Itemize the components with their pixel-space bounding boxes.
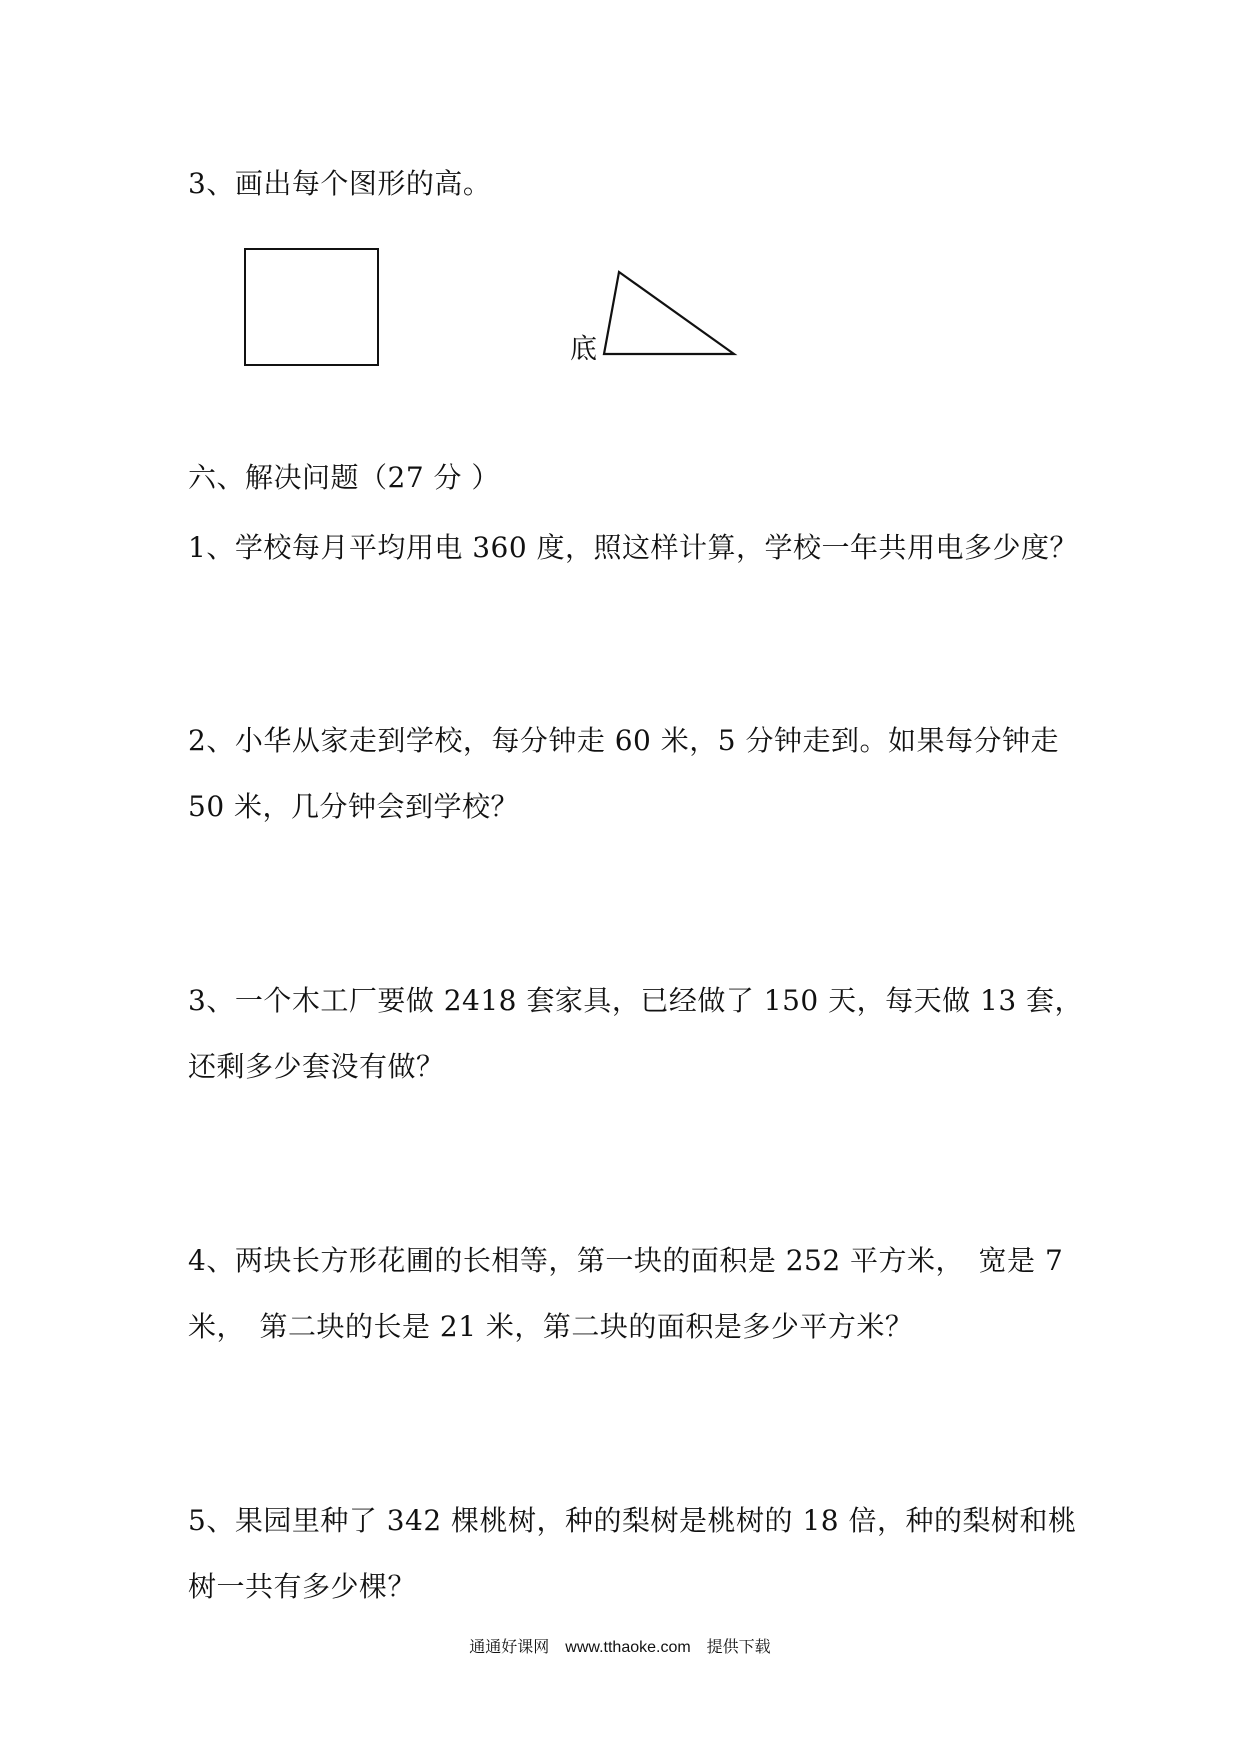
problem-5-line-1: 5、果园里种了 342 棵桃树，种的梨树是桃树的 18 倍，种的梨树和桃 [188,1504,1077,1537]
section-six-title: 六、解决问题（27 分 ） [188,461,500,494]
problem-2-line-1: 2、小华从家走到学校，每分钟走 60 米，5 分钟走到。如果每分钟走 [188,724,1059,757]
problem-4-line-1: 4、两块长方形花圃的长相等，第一块的面积是 252 平方米， 宽是 7 [188,1244,1064,1277]
problem-2-line-2: 50 米，几分钟会到学校？ [188,790,520,823]
footer-source: 通通好课网 www.tthaoke.com 提供下载 [469,1639,771,1656]
triangle-figure [600,268,740,358]
problem-4-line-2: 米， 第二块的长是 21 米，第二块的面积是多少平方米？ [188,1310,914,1343]
triangle-shape [604,272,734,354]
problem-3-line-2: 还剩多少套没有做？ [188,1050,445,1083]
problem-1-line-1: 1、学校每月平均用电 360 度，照这样计算，学校一年共用电多少度？ [188,531,1079,564]
triangle-base-label: 底 [570,334,597,365]
question-draw-heights: 3、画出每个图形的高。 [188,167,492,200]
problem-5-line-2: 树一共有多少棵？ [188,1570,417,1603]
problem-3-line-1: 3、一个木工厂要做 2418 套家具，已经做了 150 天，每天做 13 套， [188,984,1084,1017]
square-figure [244,248,379,366]
